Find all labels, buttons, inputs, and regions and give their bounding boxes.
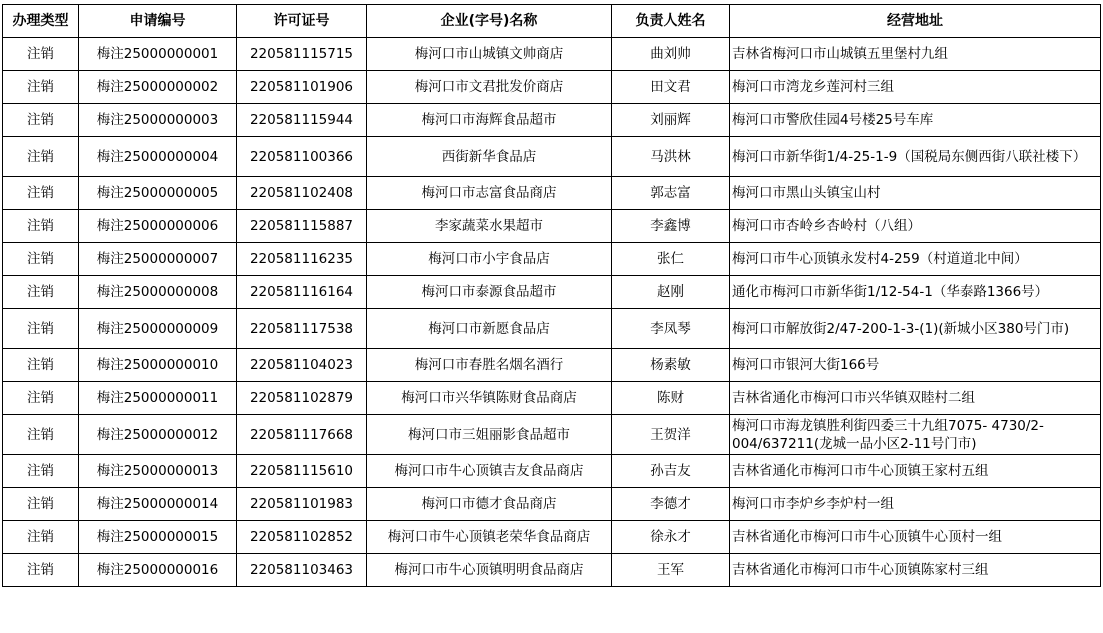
table-row	[3, 455, 1101, 488]
header-application-number: 申请编号	[79, 5, 237, 38]
person-in-charge-cell: 马洪林	[612, 137, 730, 177]
business-name-cell: 梅河口市文君批发价商店	[367, 71, 612, 104]
business-address-cell: 梅河口市黑山头镇宝山村	[730, 177, 1101, 210]
business-name-cell: 梅河口市山城镇文帅商店	[367, 38, 612, 71]
license-number-cell: 220581101906	[237, 71, 367, 104]
license-number-cell: 220581100366	[237, 137, 367, 177]
person-in-charge-cell: 刘丽辉	[612, 104, 730, 137]
process-type-cell: 注销	[3, 521, 79, 554]
business-address-cell: 吉林省通化市梅河口市牛心顶镇王家村五组	[730, 455, 1101, 488]
license-number-cell: 220581117538	[237, 309, 367, 349]
person-in-charge-cell: 李凤琴	[612, 309, 730, 349]
license-number-cell: 220581102408	[237, 177, 367, 210]
license-number-cell: 220581103463	[237, 554, 367, 587]
application-number-cell: 梅注25000000012	[79, 415, 237, 455]
business-name-cell: 梅河口市春胜名烟名酒行	[367, 349, 612, 382]
process-type-cell: 注销	[3, 276, 79, 309]
business-name-cell: 梅河口市牛心顶镇明明食品商店	[367, 554, 612, 587]
process-type-cell: 注销	[3, 554, 79, 587]
table-row	[3, 71, 1101, 104]
business-name-cell: 梅河口市志富食品商店	[367, 177, 612, 210]
business-address-cell: 吉林省通化市梅河口市牛心顶镇陈家村三组	[730, 554, 1101, 587]
table-row	[3, 488, 1101, 521]
application-number-cell: 梅注25000000014	[79, 488, 237, 521]
application-number-cell: 梅注25000000006	[79, 210, 237, 243]
business-name-cell: 梅河口市新愿食品店	[367, 309, 612, 349]
business-name-cell: 梅河口市三姐丽影食品超市	[367, 415, 612, 455]
table-row	[3, 137, 1101, 177]
table-row	[3, 104, 1101, 137]
application-number-cell: 梅注25000000002	[79, 71, 237, 104]
person-in-charge-cell: 赵刚	[612, 276, 730, 309]
business-address-cell: 梅河口市牛心顶镇永发村4-259（村道道北中间）	[730, 243, 1101, 276]
business-address-cell: 吉林省通化市梅河口市兴华镇双睦村二组	[730, 382, 1101, 415]
application-number-cell: 梅注25000000008	[79, 276, 237, 309]
table-row	[3, 276, 1101, 309]
person-in-charge-cell: 徐永才	[612, 521, 730, 554]
table-row	[3, 177, 1101, 210]
header-business-name: 企业(字号)名称	[367, 5, 612, 38]
table-body	[3, 38, 1101, 587]
business-address-cell: 通化市梅河口市新华街1/12-54-1（华泰路1366号）	[730, 276, 1101, 309]
license-number-cell: 220581115715	[237, 38, 367, 71]
business-address-cell: 吉林省通化市梅河口市牛心顶镇牛心顶村一组	[730, 521, 1101, 554]
business-address-cell: 梅河口市警欣佳园4号楼25号车库	[730, 104, 1101, 137]
business-address-cell: 梅河口市新华街1/4-25-1-9（国税局东侧西街八联社楼下）	[730, 137, 1101, 177]
table-row	[3, 243, 1101, 276]
application-number-cell: 梅注25000000005	[79, 177, 237, 210]
application-number-cell: 梅注25000000010	[79, 349, 237, 382]
person-in-charge-cell: 王贺洋	[612, 415, 730, 455]
process-type-cell: 注销	[3, 415, 79, 455]
business-address-cell: 梅河口市海龙镇胜利街四委三十九组7075- 4730/2-004/637211(龙城一品小区2-11号门市)	[730, 415, 1101, 455]
business-address-cell: 梅河口市湾龙乡莲河村三组	[730, 71, 1101, 104]
process-type-cell: 注销	[3, 210, 79, 243]
process-type-cell: 注销	[3, 177, 79, 210]
table-row	[3, 349, 1101, 382]
process-type-cell: 注销	[3, 349, 79, 382]
license-number-cell: 220581115610	[237, 455, 367, 488]
application-number-cell: 梅注25000000004	[79, 137, 237, 177]
header-person-in-charge: 负责人姓名	[612, 5, 730, 38]
header-row	[3, 5, 1101, 38]
table-row	[3, 415, 1101, 455]
process-type-cell: 注销	[3, 488, 79, 521]
license-number-cell: 220581101983	[237, 488, 367, 521]
business-name-cell: 梅河口市海辉食品超市	[367, 104, 612, 137]
business-name-cell: 梅河口市小宇食品店	[367, 243, 612, 276]
application-number-cell: 梅注25000000016	[79, 554, 237, 587]
license-number-cell: 220581104023	[237, 349, 367, 382]
license-number-cell: 220581116235	[237, 243, 367, 276]
license-number-cell: 220581115887	[237, 210, 367, 243]
application-number-cell: 梅注25000000011	[79, 382, 237, 415]
table-row	[3, 521, 1101, 554]
application-number-cell: 梅注25000000015	[79, 521, 237, 554]
person-in-charge-cell: 郭志富	[612, 177, 730, 210]
license-number-cell: 220581102879	[237, 382, 367, 415]
header-process-type: 办理类型	[3, 5, 79, 38]
business-name-cell: 梅河口市兴华镇陈财食品商店	[367, 382, 612, 415]
process-type-cell: 注销	[3, 382, 79, 415]
process-type-cell: 注销	[3, 104, 79, 137]
process-type-cell: 注销	[3, 455, 79, 488]
process-type-cell: 注销	[3, 137, 79, 177]
license-cancellation-table	[2, 4, 1101, 587]
business-address-cell: 梅河口市李炉乡李炉村一组	[730, 488, 1101, 521]
person-in-charge-cell: 陈财	[612, 382, 730, 415]
business-name-cell: 梅河口市牛心顶镇老荣华食品商店	[367, 521, 612, 554]
process-type-cell: 注销	[3, 71, 79, 104]
person-in-charge-cell: 杨素敏	[612, 349, 730, 382]
business-address-cell: 梅河口市杏岭乡杏岭村（八组）	[730, 210, 1101, 243]
table-row	[3, 38, 1101, 71]
person-in-charge-cell: 孙吉友	[612, 455, 730, 488]
person-in-charge-cell: 李鑫博	[612, 210, 730, 243]
license-number-cell: 220581115944	[237, 104, 367, 137]
business-name-cell: 西街新华食品店	[367, 137, 612, 177]
person-in-charge-cell: 张仁	[612, 243, 730, 276]
person-in-charge-cell: 王军	[612, 554, 730, 587]
table-row	[3, 210, 1101, 243]
process-type-cell: 注销	[3, 38, 79, 71]
table-row	[3, 382, 1101, 415]
process-type-cell: 注销	[3, 309, 79, 349]
license-number-cell: 220581102852	[237, 521, 367, 554]
business-name-cell: 梅河口市德才食品商店	[367, 488, 612, 521]
license-number-cell: 220581117668	[237, 415, 367, 455]
business-name-cell: 梅河口市泰源食品超市	[367, 276, 612, 309]
business-address-cell: 吉林省梅河口市山城镇五里堡村九组	[730, 38, 1101, 71]
application-number-cell: 梅注25000000009	[79, 309, 237, 349]
business-address-cell: 梅河口市银河大街166号	[730, 349, 1101, 382]
business-name-cell: 梅河口市牛心顶镇吉友食品商店	[367, 455, 612, 488]
application-number-cell: 梅注25000000007	[79, 243, 237, 276]
person-in-charge-cell: 李德才	[612, 488, 730, 521]
license-number-cell: 220581116164	[237, 276, 367, 309]
person-in-charge-cell: 田文君	[612, 71, 730, 104]
application-number-cell: 梅注25000000001	[79, 38, 237, 71]
header-business-address: 经营地址	[730, 5, 1101, 38]
table-row	[3, 554, 1101, 587]
business-address-cell: 梅河口市解放街2/47-200-1-3-(1)(新城小区380号门市)	[730, 309, 1101, 349]
person-in-charge-cell: 曲刘帅	[612, 38, 730, 71]
application-number-cell: 梅注25000000013	[79, 455, 237, 488]
business-name-cell: 李家蔬菜水果超市	[367, 210, 612, 243]
header-license-number: 许可证号	[237, 5, 367, 38]
process-type-cell: 注销	[3, 243, 79, 276]
table-row	[3, 309, 1101, 349]
application-number-cell: 梅注25000000003	[79, 104, 237, 137]
